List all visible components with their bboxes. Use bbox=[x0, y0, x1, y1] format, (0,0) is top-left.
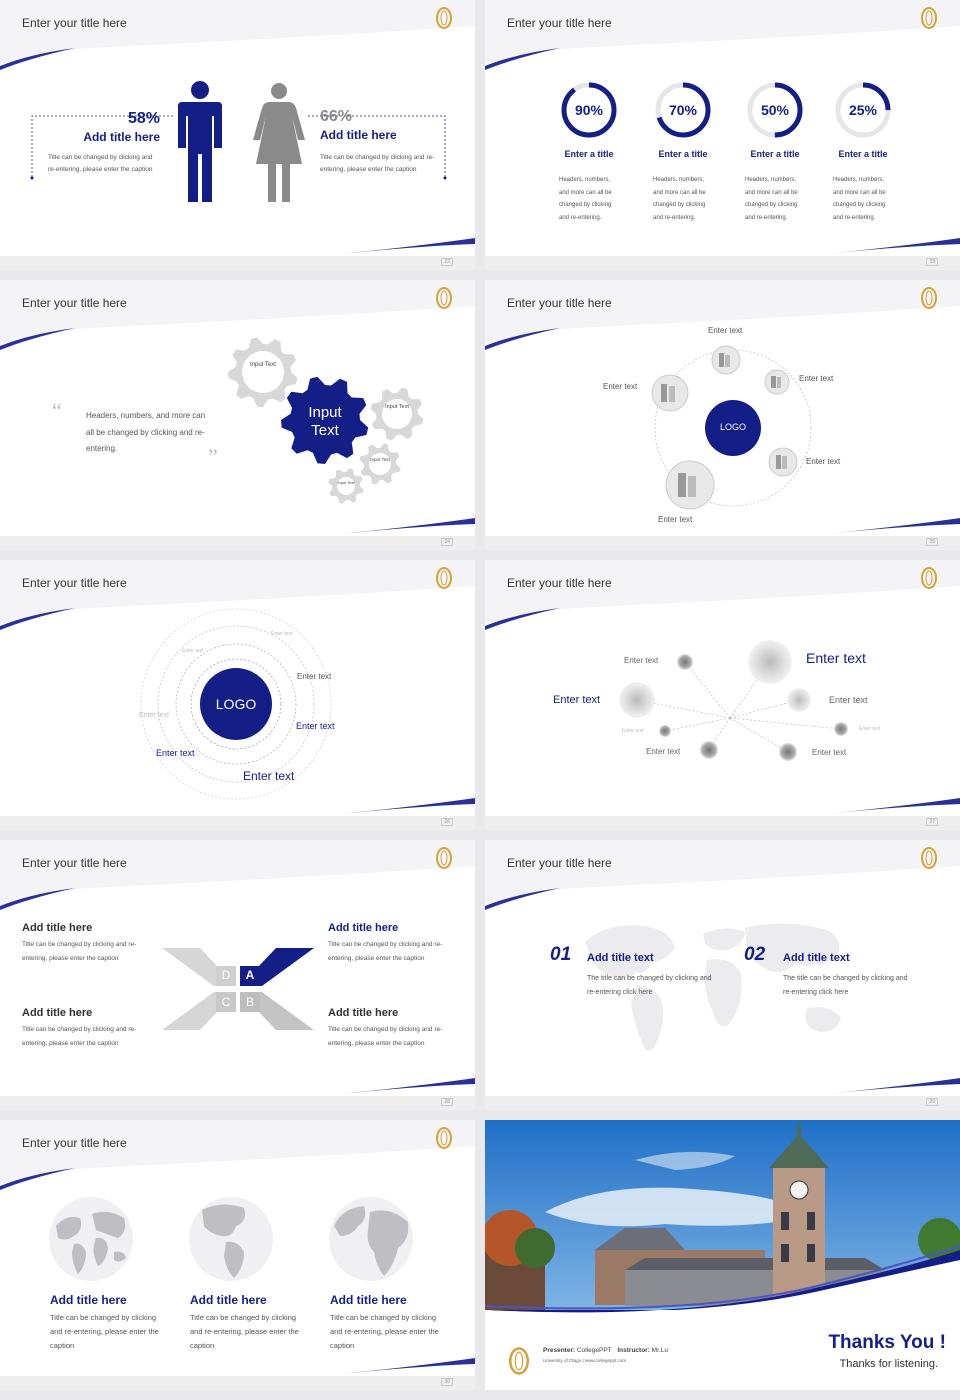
slide-title: Enter your title here bbox=[22, 16, 127, 30]
progress-title: Enter a title bbox=[658, 149, 708, 159]
quadrant-letter-c: C bbox=[221, 995, 231, 1009]
slide-24[interactable] bbox=[0, 280, 475, 550]
network-node-bottom-left bbox=[700, 741, 718, 759]
globe-item-desc: Title can be changed by clicking and re-entering, please enter the caption bbox=[330, 1313, 439, 1350]
slide-title: Enter your title here bbox=[507, 16, 612, 30]
orbit-node-bottom bbox=[666, 461, 714, 509]
right-percent: 66% bbox=[320, 108, 353, 125]
progress-item bbox=[651, 78, 715, 159]
globe-icon bbox=[48, 1196, 134, 1282]
net-label-8: Enter text bbox=[812, 748, 847, 757]
open-quote-icon: “ bbox=[52, 398, 62, 423]
left-title: Add title here bbox=[83, 130, 160, 144]
gear-1-label: Input Text bbox=[250, 362, 276, 368]
male-figure-icon bbox=[176, 80, 224, 204]
network-node-top-left bbox=[677, 654, 693, 670]
network-node-small-right bbox=[834, 722, 848, 736]
slide-29[interactable] bbox=[485, 840, 960, 1110]
progress-desc: Headers, numbers, and more can all be changed by clicking and re-entering. bbox=[559, 177, 612, 221]
item-desc-01: The title can be changed by clicking and re-entering click here bbox=[587, 975, 712, 996]
university-logo-icon bbox=[920, 846, 938, 870]
slide-30[interactable] bbox=[0, 1120, 475, 1390]
slide-thanks[interactable] bbox=[485, 1120, 960, 1390]
network-node-bottom-right bbox=[779, 743, 797, 761]
progress-title: Enter a title bbox=[564, 149, 614, 159]
close-quote-icon: ” bbox=[208, 444, 218, 469]
item-number-01: 01 bbox=[550, 944, 572, 965]
center-logo-text: LOGO bbox=[215, 696, 257, 712]
gear-hub bbox=[242, 351, 284, 393]
ring-label-1: Enter text bbox=[271, 631, 293, 637]
orbit-node-right-top bbox=[765, 370, 789, 394]
progress-desc: Headers, numbers, and more can all be changed by clicking and re-entering. bbox=[653, 177, 706, 221]
globe-item-3 bbox=[330, 1293, 440, 1353]
instructor-name: Mr.Lu bbox=[651, 1347, 668, 1354]
progress-percent: 70% bbox=[668, 102, 698, 118]
globe-item-title: Add title here bbox=[330, 1293, 407, 1307]
x-item-bottom-left bbox=[22, 1007, 152, 1051]
university-logo-icon bbox=[435, 1126, 453, 1150]
gear-3-label: Input Text bbox=[385, 404, 409, 410]
item-desc-02: The title can be changed by clicking and re-entering click here bbox=[783, 975, 908, 996]
presenter-label: Presenter: bbox=[543, 1347, 576, 1354]
net-label-7: Enter text bbox=[646, 747, 681, 756]
progress-title: Enter a title bbox=[838, 149, 888, 159]
university-logo-icon bbox=[507, 1346, 531, 1376]
university-logo-icon bbox=[435, 6, 453, 30]
slide-27[interactable] bbox=[485, 560, 960, 830]
label-bottom: Enter text bbox=[658, 515, 693, 524]
x-arrow-diagram bbox=[160, 946, 316, 1032]
net-label-2: Enter text bbox=[806, 650, 866, 666]
net-label-4: Enter text bbox=[829, 695, 868, 705]
right-title: Add title here bbox=[320, 128, 397, 142]
slide-26[interactable] bbox=[0, 560, 475, 830]
globe-item-2 bbox=[190, 1293, 300, 1353]
presenter-sub: University of Otago | www.collegeppt.com bbox=[543, 1358, 626, 1363]
globe-americas-icon bbox=[188, 1196, 274, 1282]
presenter-name: CollegePPT bbox=[576, 1347, 612, 1354]
left-percent: 58% bbox=[127, 110, 160, 127]
progress-percent: 90% bbox=[574, 102, 604, 118]
item-title-02: Add title text bbox=[783, 952, 850, 964]
x-item-top-right bbox=[328, 922, 458, 966]
net-label-5: Enter text bbox=[622, 728, 644, 734]
x-item-title: Add title here bbox=[328, 1007, 399, 1019]
slide-number: 30 bbox=[441, 1378, 453, 1386]
ring-label-6: Enter text bbox=[156, 748, 195, 758]
university-logo-icon bbox=[435, 286, 453, 310]
globe-item-1 bbox=[50, 1293, 160, 1353]
university-logo-icon bbox=[920, 6, 938, 30]
quadrant-letter-b: B bbox=[245, 995, 254, 1009]
x-item-bottom-right bbox=[328, 1007, 458, 1051]
network-node-right bbox=[787, 688, 811, 712]
progress-title: Enter a title bbox=[750, 149, 800, 159]
network-node-large bbox=[748, 640, 792, 684]
x-item-desc: Title can be changed by clicking and re-entering, please enter the caption bbox=[22, 1026, 137, 1047]
progress-percent: 50% bbox=[760, 102, 790, 118]
progress-item bbox=[557, 78, 621, 159]
net-label-6: Enter text bbox=[859, 726, 881, 732]
progress-percent: 25% bbox=[848, 102, 878, 118]
slide-title: Enter your title here bbox=[22, 296, 127, 310]
globe-item-desc: Title can be changed by clicking and re-entering, please enter the caption bbox=[50, 1313, 159, 1350]
slide-22[interactable] bbox=[0, 0, 475, 270]
ring-label-3: Enter text bbox=[297, 672, 332, 681]
gear-4-label: Input Text bbox=[370, 457, 390, 462]
x-item-desc: Title can be changed by clicking and re-entering, please enter the caption bbox=[328, 1026, 443, 1047]
slide-number: 29 bbox=[926, 1098, 938, 1106]
university-logo-icon bbox=[435, 846, 453, 870]
orbit-diagram bbox=[485, 280, 960, 550]
left-desc: Title can be changed by clicking and re-entering, please enter the caption bbox=[48, 154, 153, 173]
slide-title: Enter your title here bbox=[22, 576, 127, 590]
x-item-desc: Title can be changed by clicking and re-entering, please enter the caption bbox=[328, 941, 443, 962]
x-item-top-left bbox=[22, 922, 152, 966]
net-label-1: Enter text bbox=[624, 656, 659, 665]
progress-item bbox=[743, 78, 807, 159]
slide-number: 22 bbox=[441, 258, 453, 266]
right-stat bbox=[320, 108, 460, 142]
network-node-left bbox=[619, 682, 655, 718]
instructor-label: Instructor: bbox=[617, 1347, 650, 1354]
slide-number: 23 bbox=[926, 258, 938, 266]
ring-label-7: Enter text bbox=[243, 769, 295, 783]
x-item-title: Add title here bbox=[22, 1007, 93, 1019]
slide-number: 24 bbox=[441, 538, 453, 546]
progress-item bbox=[831, 78, 895, 159]
label-right-bottom: Enter text bbox=[806, 457, 841, 466]
slide-23[interactable] bbox=[485, 0, 960, 270]
ring-label-4: Enter text bbox=[139, 712, 169, 719]
right-desc: Title can be changed by clicking and re-entering, please enter the caption bbox=[320, 154, 435, 173]
ring-label-2: Enter text bbox=[182, 648, 204, 654]
slide-title: Enter your title here bbox=[22, 856, 127, 870]
quadrant-letter-d: D bbox=[221, 968, 231, 982]
female-figure-icon bbox=[252, 82, 306, 204]
globe-item-desc: Title can be changed by clicking and re-entering, please enter the caption bbox=[190, 1313, 299, 1350]
item-number-02: 02 bbox=[744, 944, 766, 965]
ring-label-5: Enter text bbox=[296, 721, 335, 731]
slide-number: 26 bbox=[441, 818, 453, 826]
slide-25[interactable] bbox=[485, 280, 960, 550]
thanks-subtitle: Thanks for listening. bbox=[839, 1358, 938, 1370]
label-top: Enter text bbox=[708, 326, 743, 335]
slide-title: Enter your title here bbox=[22, 1136, 127, 1150]
x-item-title: Add title here bbox=[328, 922, 399, 934]
label-right-top: Enter text bbox=[799, 374, 834, 383]
quadrant-letter-a: A bbox=[245, 968, 255, 982]
presenter-line bbox=[543, 1347, 668, 1354]
concentric-rings-diagram bbox=[0, 560, 475, 830]
gear-main-label: Input Text bbox=[308, 404, 342, 439]
slide-number: 27 bbox=[926, 818, 938, 826]
quote-text: Headers, numbers, and more can all be changed by clicking and re-entering. bbox=[86, 411, 206, 453]
net-label-3: Enter text bbox=[553, 694, 601, 706]
slide-title: Enter your title here bbox=[507, 296, 612, 310]
progress-desc: Headers, numbers, and more can all be changed by clicking and re-entering. bbox=[745, 177, 798, 221]
progress-desc: Headers, numbers, and more can all be changed by clicking and re-entering. bbox=[833, 177, 886, 221]
orbit-node-right-bottom bbox=[769, 448, 797, 476]
globe-item-title: Add title here bbox=[190, 1293, 267, 1307]
center-logo-text: LOGO bbox=[719, 422, 746, 432]
slide-title: Enter your title here bbox=[507, 856, 612, 870]
network-node-small-left bbox=[659, 725, 671, 737]
label-left: Enter text bbox=[603, 382, 638, 391]
slide-number: 28 bbox=[441, 1098, 453, 1106]
item-title-01: Add title text bbox=[587, 952, 654, 964]
gear-5-label: Input Text bbox=[337, 480, 355, 485]
left-stat bbox=[40, 110, 160, 144]
globe-africa-icon bbox=[328, 1196, 414, 1282]
slide-28[interactable] bbox=[0, 840, 475, 1110]
slide-title: Enter your title here bbox=[507, 576, 612, 590]
globe-item-title: Add title here bbox=[50, 1293, 127, 1307]
x-item-desc: Title can be changed by clicking and re-entering, please enter the caption bbox=[22, 941, 137, 962]
orbit-node-top bbox=[712, 346, 740, 374]
thanks-title: Thanks You ! bbox=[828, 1332, 946, 1353]
slide-number: 25 bbox=[926, 538, 938, 546]
orbit-node-left bbox=[652, 375, 688, 411]
x-item-title: Add title here bbox=[22, 922, 93, 934]
